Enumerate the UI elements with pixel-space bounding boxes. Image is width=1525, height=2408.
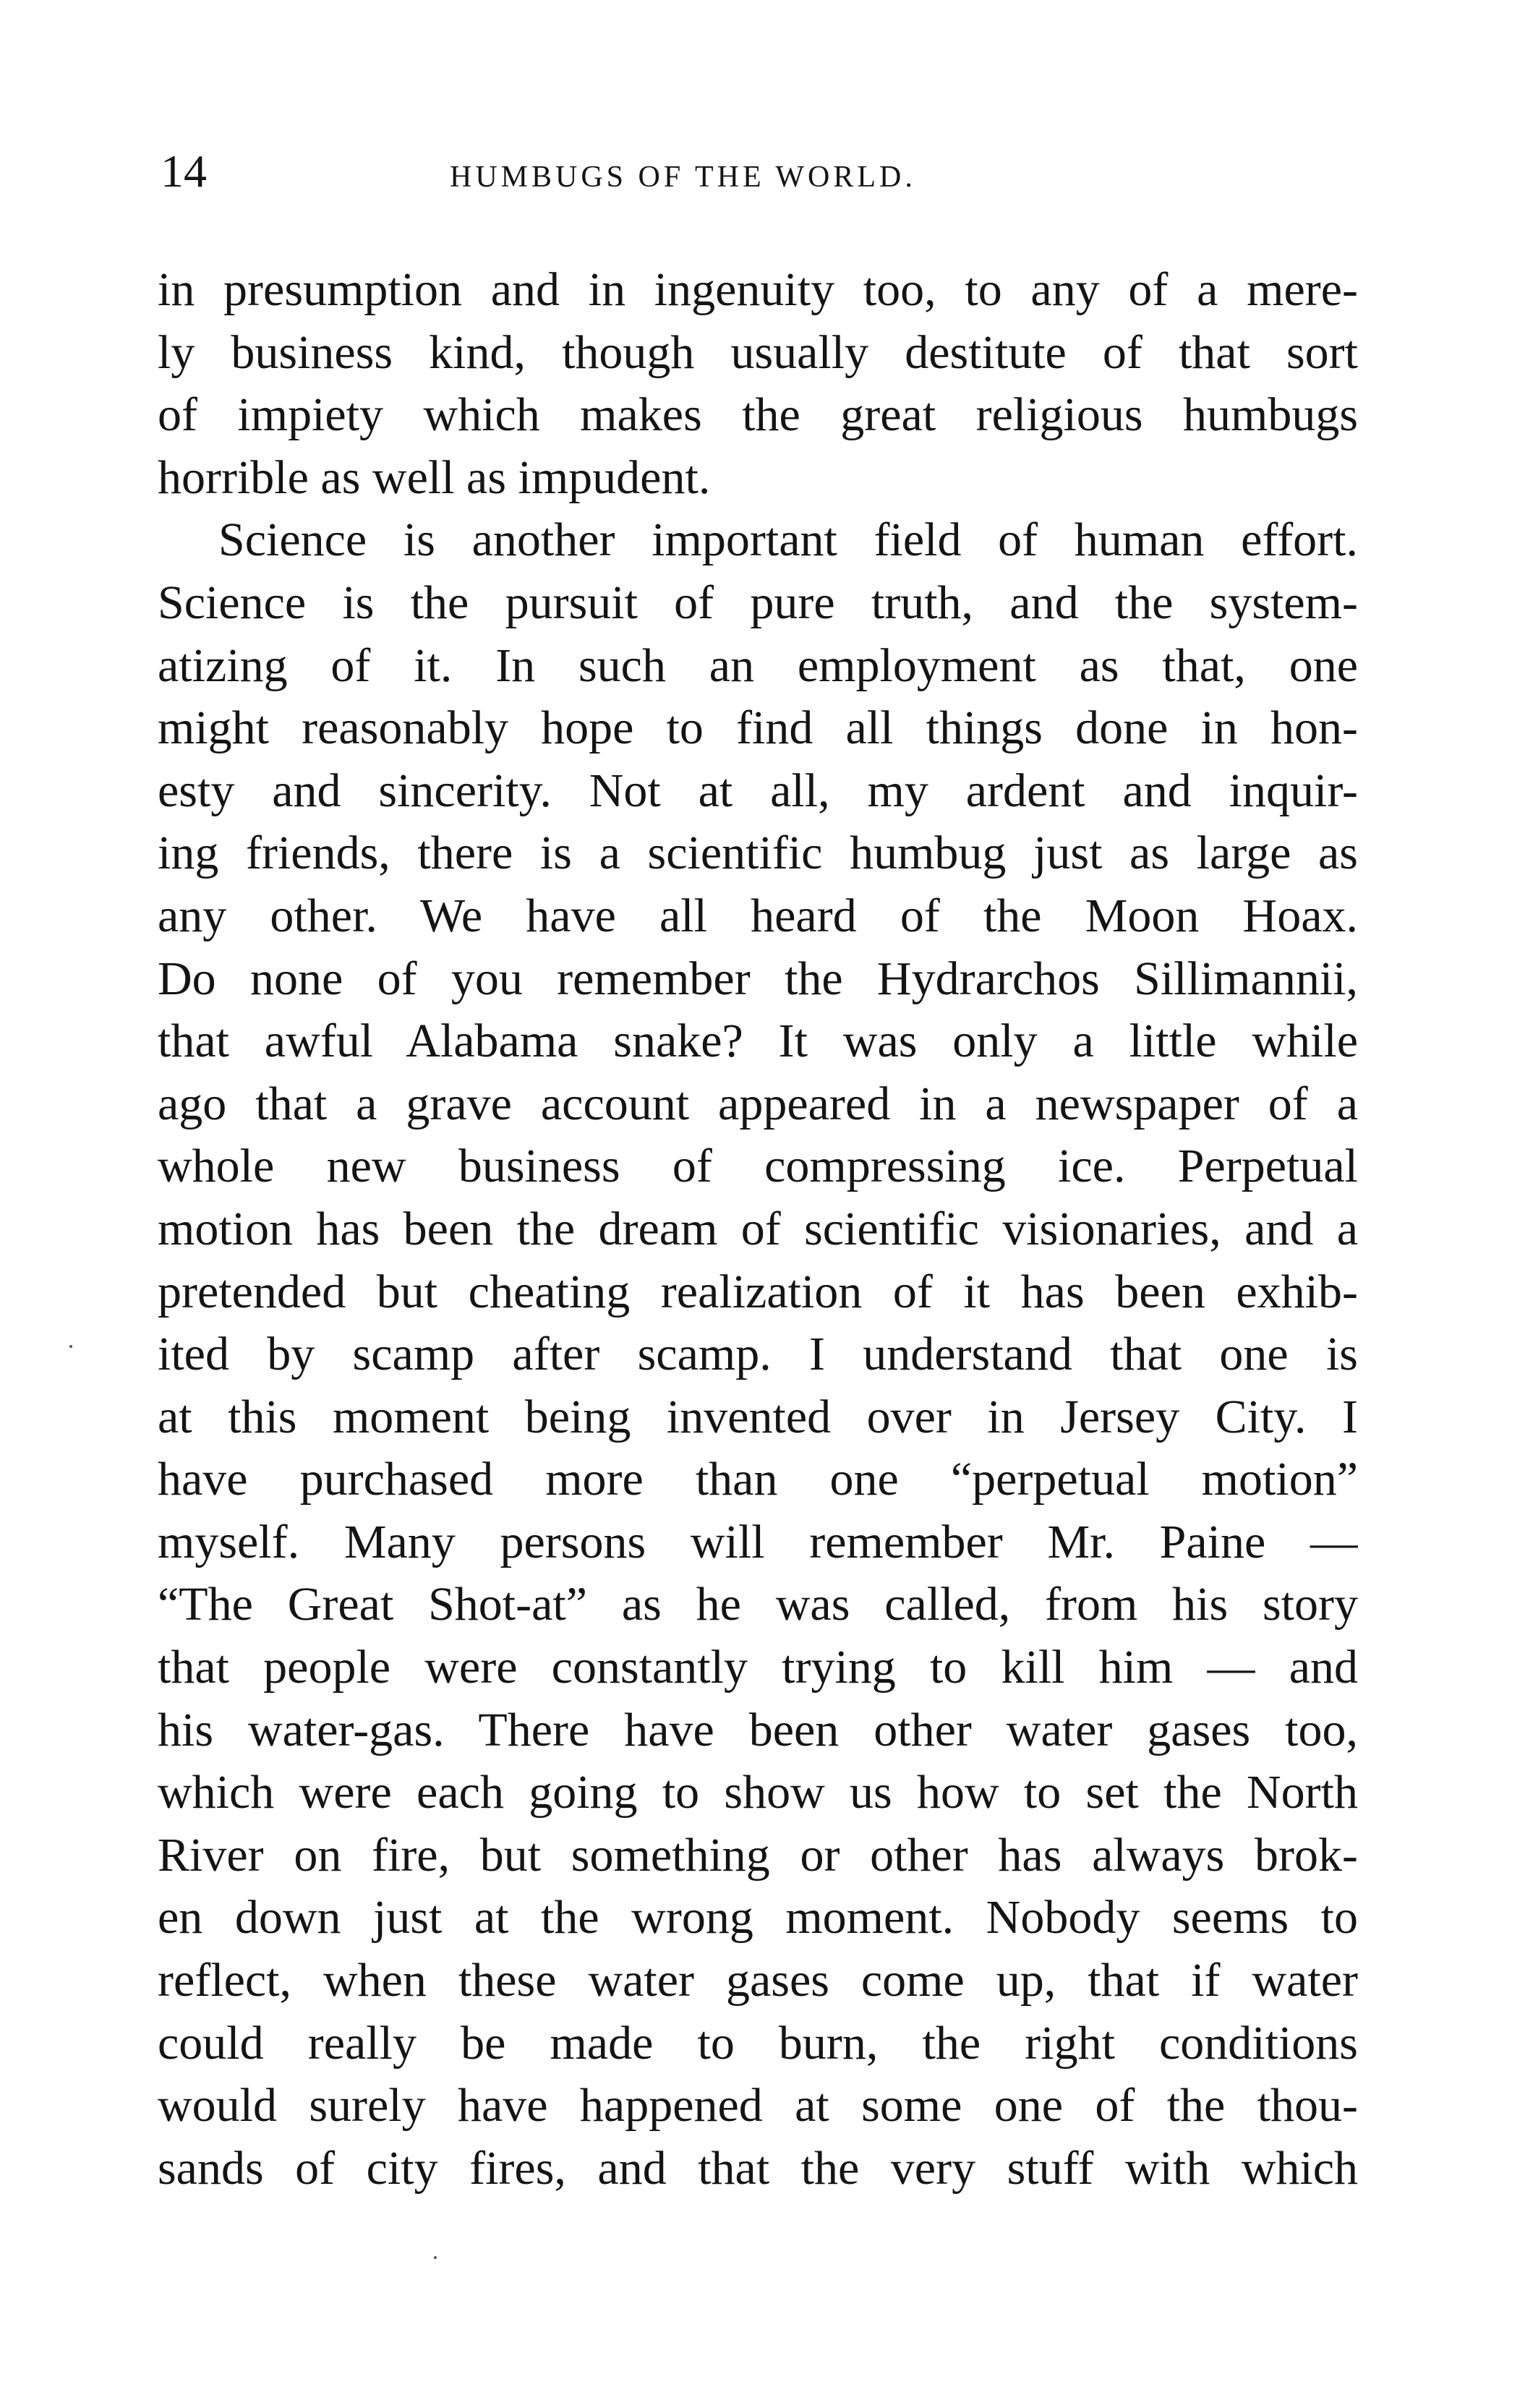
text-line: that people were constantly trying to kill him — and (158, 1641, 1358, 1694)
text-line: any other. We have all heard of the Moon Hoax. (158, 889, 1358, 942)
text-line: that awful Alabama snake? It was only a little while (158, 1015, 1358, 1068)
text-line: esty and sincerity. Not at all, my ardent and inquir- (158, 764, 1358, 817)
text-line: whole new business of compressing ice. Perpetual (158, 1140, 1358, 1193)
text-line: “The Great Shot-at” as he was called, from his story (158, 1578, 1358, 1631)
text-line: atizing of it. In such an employment as that, one (158, 639, 1358, 692)
page-number: 14 (161, 145, 207, 197)
text-line: Do none of you remember the Hydrarchos Sillimannii, (158, 952, 1358, 1005)
text-line: motion has been the dream of scientific visionaries, and a (158, 1202, 1358, 1255)
text-line: his water-gas. There have been other water gases too, (158, 1703, 1358, 1756)
text-line: could really be made to burn, the right conditions (158, 2016, 1358, 2070)
text-line: ing friends, there is a scientific humbug just as large as (158, 827, 1358, 880)
text-line: Science is the pursuit of pure truth, and the system- (158, 576, 1358, 629)
text-line: myself. Many persons will remember Mr. Paine — (158, 1515, 1358, 1568)
text-line: ited by scamp after scamp. I understand that one is (158, 1328, 1358, 1381)
text-line: sands of city fires, and that the very stuff with which (158, 2141, 1358, 2195)
text-line: horrible as well as impudent. (158, 451, 711, 504)
text-line: River on fire, but something or other has always brok- (158, 1828, 1358, 1882)
print-speck (69, 1345, 72, 1348)
text-line: en down just at the wrong moment. Nobody seems to (158, 1891, 1358, 1944)
text-line: at this moment being invented over in Jersey City. I (158, 1390, 1358, 1443)
body-text (158, 259, 1358, 2200)
text-line: pretended but cheating realization of it has been exhib- (158, 1265, 1358, 1318)
text-line: which were each going to show us how to set the North (158, 1766, 1358, 1819)
text-line: ly business kind, though usually destitute of that sort (158, 325, 1358, 379)
text-line: would surely have happened at some one of the thou- (158, 2079, 1358, 2132)
text-line: might reasonably hope to find all things done in hon- (158, 701, 1358, 755)
text-line: of impiety which makes the great religious humbugs (158, 388, 1358, 442)
text-line: have purchased more than one “perpetual motion” (158, 1453, 1358, 1506)
running-head: HUMBUGS OF THE WORLD. (450, 161, 916, 194)
text-line: ago that a grave account appeared in a newspaper of a (158, 1077, 1358, 1130)
text-line: Science is another important field of human effort. (218, 513, 1358, 567)
print-speck (434, 2256, 437, 2259)
text-line: in presumption and in ingenuity too, to any of a mere- (158, 263, 1358, 316)
text-line: reflect, when these water gases come up, that if water (158, 1954, 1358, 2007)
